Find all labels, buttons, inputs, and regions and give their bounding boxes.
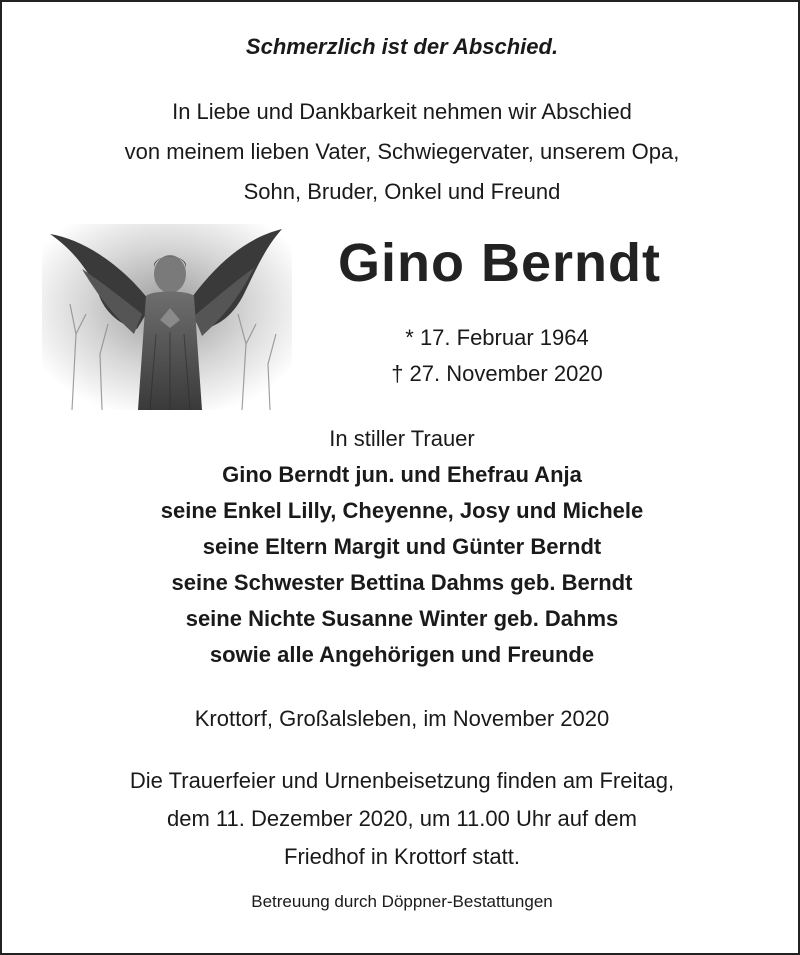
intro-text <box>2 92 800 212</box>
intro-line: Sohn, Bruder, Onkel und Freund <box>243 179 561 204</box>
mourner-line: Gino Berndt jun. und Ehefrau Anja <box>222 462 582 487</box>
mourner-line: seine Eltern Margit und Günter Berndt <box>202 534 602 559</box>
intro-line: von meinem lieben Vater, Schwiegervater, unserem Opa, <box>124 139 680 164</box>
angel-statue-icon <box>42 224 292 410</box>
birth-date: * 17. Februar 1964 <box>405 325 589 350</box>
mourner-line: seine Enkel Lilly, Cheyenne, Josy und Michele <box>160 498 644 523</box>
ceremony-line: Die Trauerfeier und Urnenbeisetzung finden am Freitag, <box>129 768 675 793</box>
ceremony-line: Friedhof in Krottorf statt. <box>284 844 520 869</box>
motto: Schmerzlich ist der Abschied. <box>245 34 559 59</box>
intro-line: In Liebe und Dankbarkeit nehmen wir Abschied <box>172 99 632 124</box>
place-date: Krottorf, Großalsleben, im November 2020 <box>194 706 610 731</box>
ceremony-line: dem 11. Dezember 2020, um 11.00 Uhr auf dem <box>167 806 637 831</box>
death-date: † 27. November 2020 <box>391 361 603 386</box>
mourning-label: In stiller Trauer <box>329 426 475 451</box>
undertaker-credit: Betreuung durch Döppner-Bestattungen <box>251 892 553 911</box>
mourners-list <box>2 457 800 673</box>
mourner-line: sowie alle Angehörigen und Freunde <box>209 642 595 667</box>
life-dates <box>322 320 672 392</box>
deceased-name: Gino Berndt <box>338 233 661 293</box>
mourner-line: seine Nichte Susanne Winter geb. Dahms <box>185 606 619 631</box>
mourner-line: seine Schwester Bettina Dahms geb. Berndt <box>171 570 633 595</box>
ceremony-text <box>2 762 800 876</box>
